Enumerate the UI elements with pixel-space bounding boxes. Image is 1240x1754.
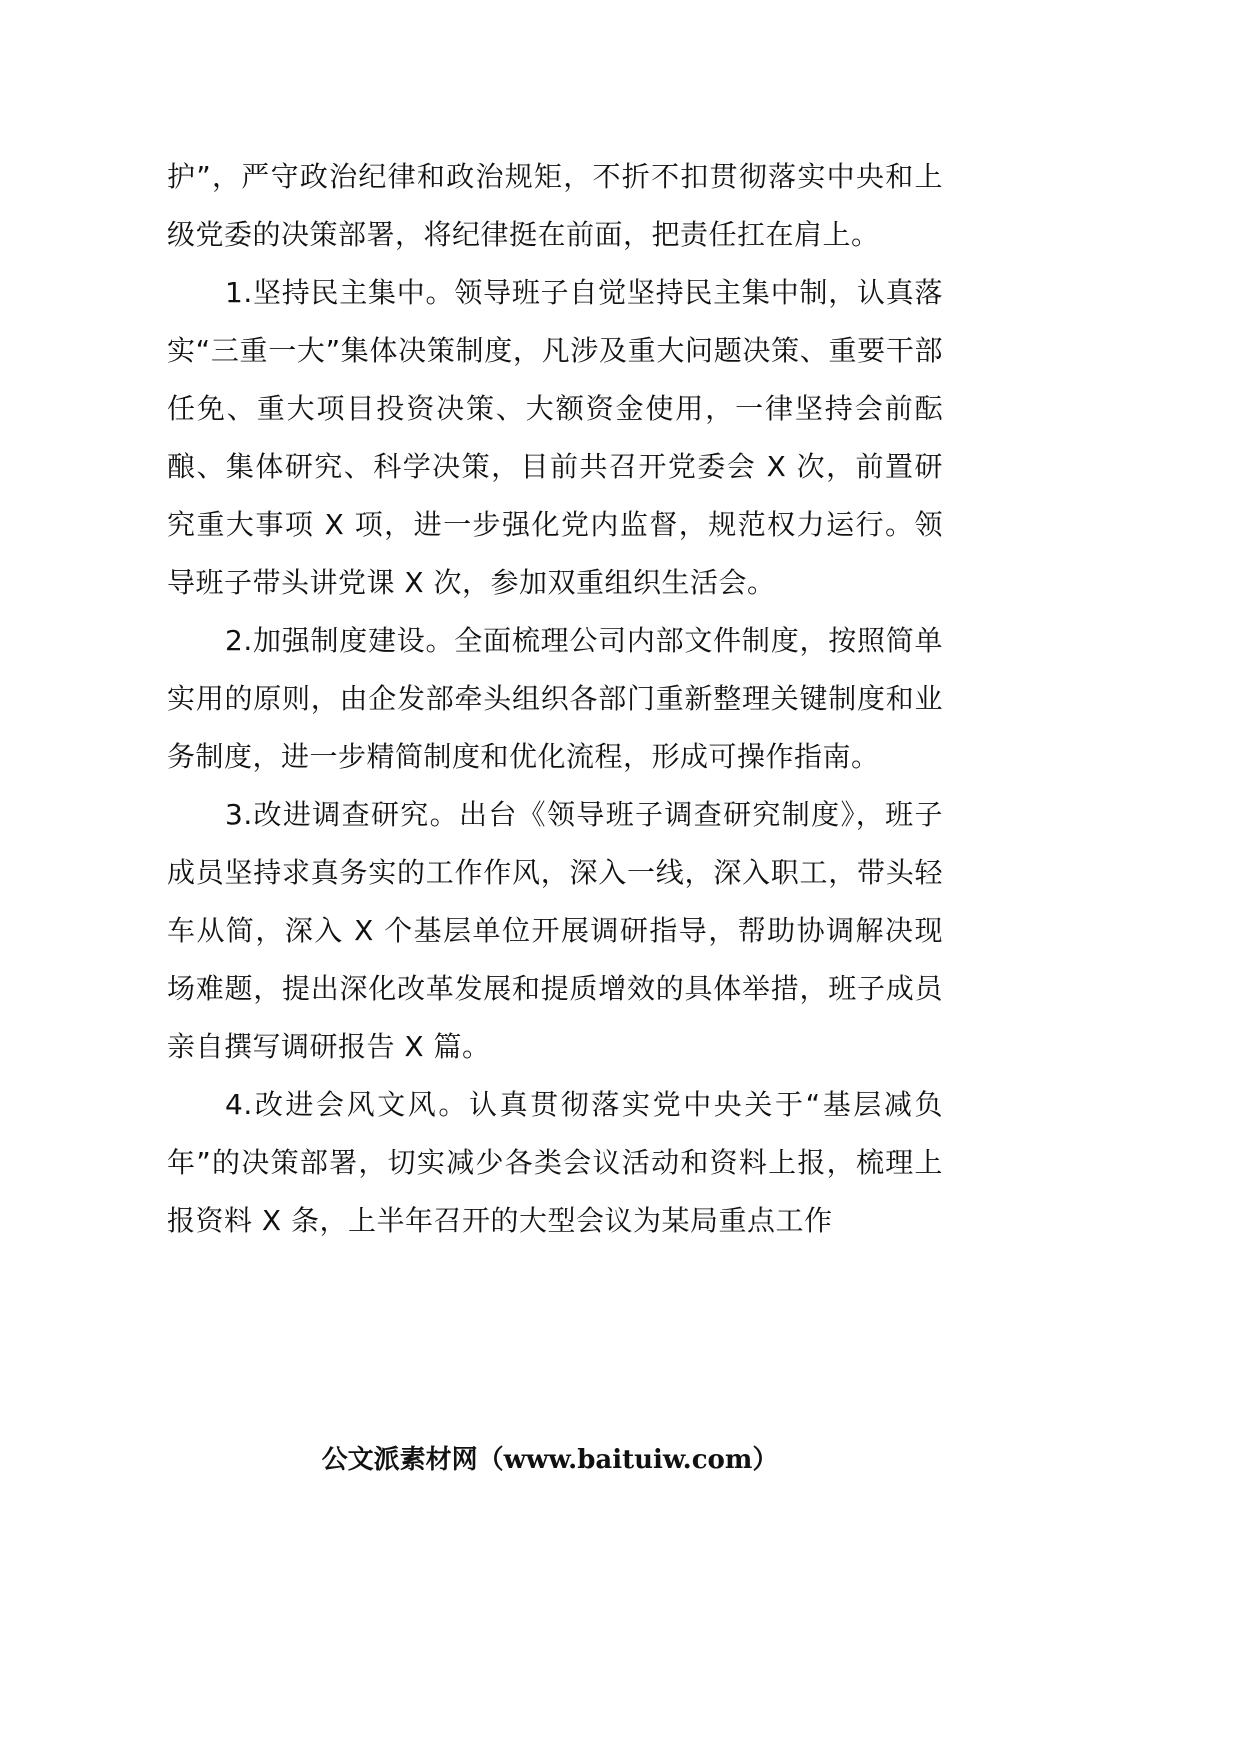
paragraph-meeting-style: 4.改进会风文风。认真贯彻落实党中央关于“基层减负年”的决策部署，切实减少各类会议活动和资料上报，梳理上报资料 X 条，上半年召开的大型会议为某局重点工作	[167, 1088, 943, 1237]
paragraph-continuation: 护”，严守政治纪律和政治规矩，不折不扣贯彻落实中央和上级党委的决策部署，将纪律挺在前面，把责任扛在肩上。	[167, 160, 943, 251]
document-body	[167, 148, 943, 1250]
page-footer-watermark: 公文派素材网（www.baituiw.com）	[321, 1445, 779, 1475]
paragraph-system-building: 2.加强制度建设。全面梳理公司内部文件制度，按照简单实用的原则，由企发部牵头组织各部门重新整理关键制度和业务制度，进一步精简制度和优化流程，形成可操作指南。	[167, 624, 943, 773]
paragraph-democratic-centralism: 1.坚持民主集中。领导班子自觉坚持民主集中制，认真落实“三重一大”集体决策制度，凡涉及重大问题决策、重要干部任免、重大项目投资决策、大额资金使用，一律坚持会前酝酿、集体研究、科学决策，目前共召开党委会 X 次，前置研究重大事项 X 项，进一步强化党内监督，规范权力运行。领导班子带头讲党课 X 次，参加双重组织生活会。	[167, 276, 943, 599]
paragraph-investigation-research: 3.改进调查研究。出台《领导班子调查研究制度》，班子成员坚持求真务实的工作作风，深入一线，深入职工，带头轻车从简，深入 X 个基层单位开展调研指导，帮助协调解决现场难题，提出深化改革发展和提质增效的具体举措，班子成员亲自撰写调研报告 X 篇。	[167, 798, 943, 1063]
